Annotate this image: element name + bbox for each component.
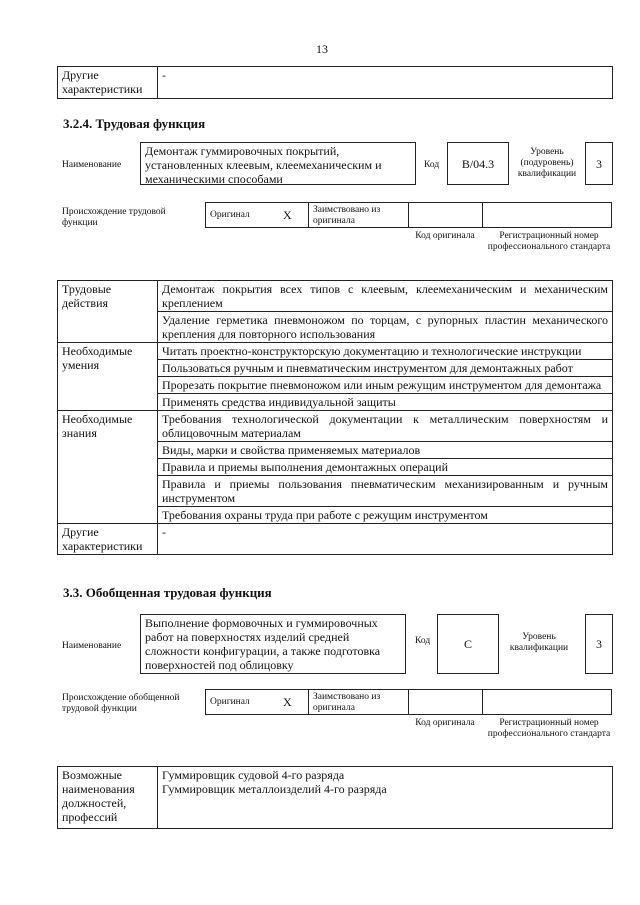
knowledge-item: Требования охраны труда при работе с режущим инструментом bbox=[158, 507, 613, 524]
level-label: Уровень (подуровень) квалификации bbox=[517, 147, 577, 179]
level-value: 3 bbox=[596, 637, 602, 651]
other-characteristics-label: Другие характеристики bbox=[58, 67, 158, 99]
other-characteristics-value: - bbox=[158, 67, 613, 99]
original-label: Оригинал bbox=[210, 210, 250, 220]
name-label: Наименование bbox=[62, 641, 122, 651]
code-value: C bbox=[463, 637, 472, 651]
code-value: B/04.3 bbox=[461, 157, 495, 171]
positions-label: Возможные наименования должностей, профессий bbox=[58, 767, 158, 829]
original-mark: X bbox=[283, 208, 292, 222]
code-label: Код bbox=[415, 636, 431, 646]
generalized-function-name-value: Выполнение формовочных и гуммировочных работ на поверхностях изделий средней сложности конфигурации, а также подготовка поверхностей под облицовку bbox=[145, 616, 381, 672]
knowledge-item: Правила и приемы пользования пневматическим механизированным и ручным инструментом bbox=[158, 476, 613, 507]
function-name-box bbox=[140, 142, 416, 185]
positions-table bbox=[57, 766, 613, 829]
actions-label: Трудовые действия bbox=[58, 281, 158, 343]
page-number: 13 bbox=[316, 42, 328, 56]
code-box bbox=[437, 614, 499, 674]
skill-item: Пользоваться ручным и пневматическим инструментом для демонтажных работ bbox=[158, 360, 613, 377]
other-label: Другие характеристики bbox=[58, 524, 158, 555]
code-original-label: Код оригинала bbox=[415, 718, 475, 728]
section-heading-3-2-4: 3.2.4. Трудовая функция bbox=[63, 116, 206, 131]
borrowed-label: Заимствовано из оригинала bbox=[313, 205, 381, 226]
reg-number-label: Регистрационный номер профессионального стандарта bbox=[487, 231, 611, 252]
level-box bbox=[585, 142, 613, 185]
skill-item: Читать проектно-конструкторскую документацию и технологические инструкции bbox=[158, 343, 613, 360]
labor-function-table bbox=[57, 280, 613, 555]
action-item: Демонтаж покрытия всех типов с клеевым, клеемеханическим и механическим креплением bbox=[158, 281, 613, 312]
reg-number-label: Регистрационный номер профессионального стандарта bbox=[487, 718, 611, 739]
knowledge-item: Требования технологической документации к металлическим поверхностям и облицовочным материалам bbox=[158, 411, 613, 442]
positions-values bbox=[158, 767, 613, 829]
function-name-value: Демонтаж гуммировочных покрытий, установленных клеевым, клеемеханическим и механическими способами bbox=[145, 144, 382, 186]
skills-label: Необходимые умения bbox=[58, 343, 158, 411]
level-box bbox=[585, 614, 613, 674]
knowledge-label: Необходимые знания bbox=[58, 411, 158, 524]
level-value: 3 bbox=[596, 157, 602, 171]
skill-item: Прорезать покрытие пневмоножом или иным режущим инструментом для демонтажа bbox=[158, 377, 613, 394]
name-label: Наименование bbox=[62, 160, 122, 170]
knowledge-item: Правила и приемы выполнения демонтажных операций bbox=[158, 459, 613, 476]
action-item: Удаление герметика пневмоножом по торцам, с рупорных пластин механического крепления для повторного использования bbox=[158, 312, 613, 343]
top-other-characteristics-table bbox=[57, 66, 613, 99]
origin-label: Происхождение обобщенной трудовой функции bbox=[62, 693, 180, 714]
other-value: - bbox=[158, 524, 613, 555]
level-label: Уровень квалификации bbox=[509, 632, 569, 653]
original-label: Оригинал bbox=[210, 697, 250, 707]
position-item: Гуммировщик судовой 4-го разряда bbox=[162, 768, 345, 782]
borrowed-label: Заимствовано из оригинала bbox=[313, 692, 381, 713]
code-original-label: Код оригинала bbox=[415, 231, 475, 241]
skill-item: Применять средства индивидуальной защиты bbox=[158, 394, 613, 411]
position-item: Гуммировщик металлоизделий 4-го разряда bbox=[162, 782, 387, 796]
code-label: Код bbox=[424, 160, 440, 170]
section-heading-3-3: 3.3. Обобщенная трудовая функция bbox=[63, 585, 272, 600]
original-mark: X bbox=[283, 695, 292, 709]
origin-label: Происхождение трудовой функции bbox=[62, 207, 166, 228]
code-box bbox=[447, 142, 509, 185]
generalized-function-name-box bbox=[140, 614, 406, 674]
knowledge-item: Виды, марки и свойства применяемых материалов bbox=[158, 442, 613, 459]
